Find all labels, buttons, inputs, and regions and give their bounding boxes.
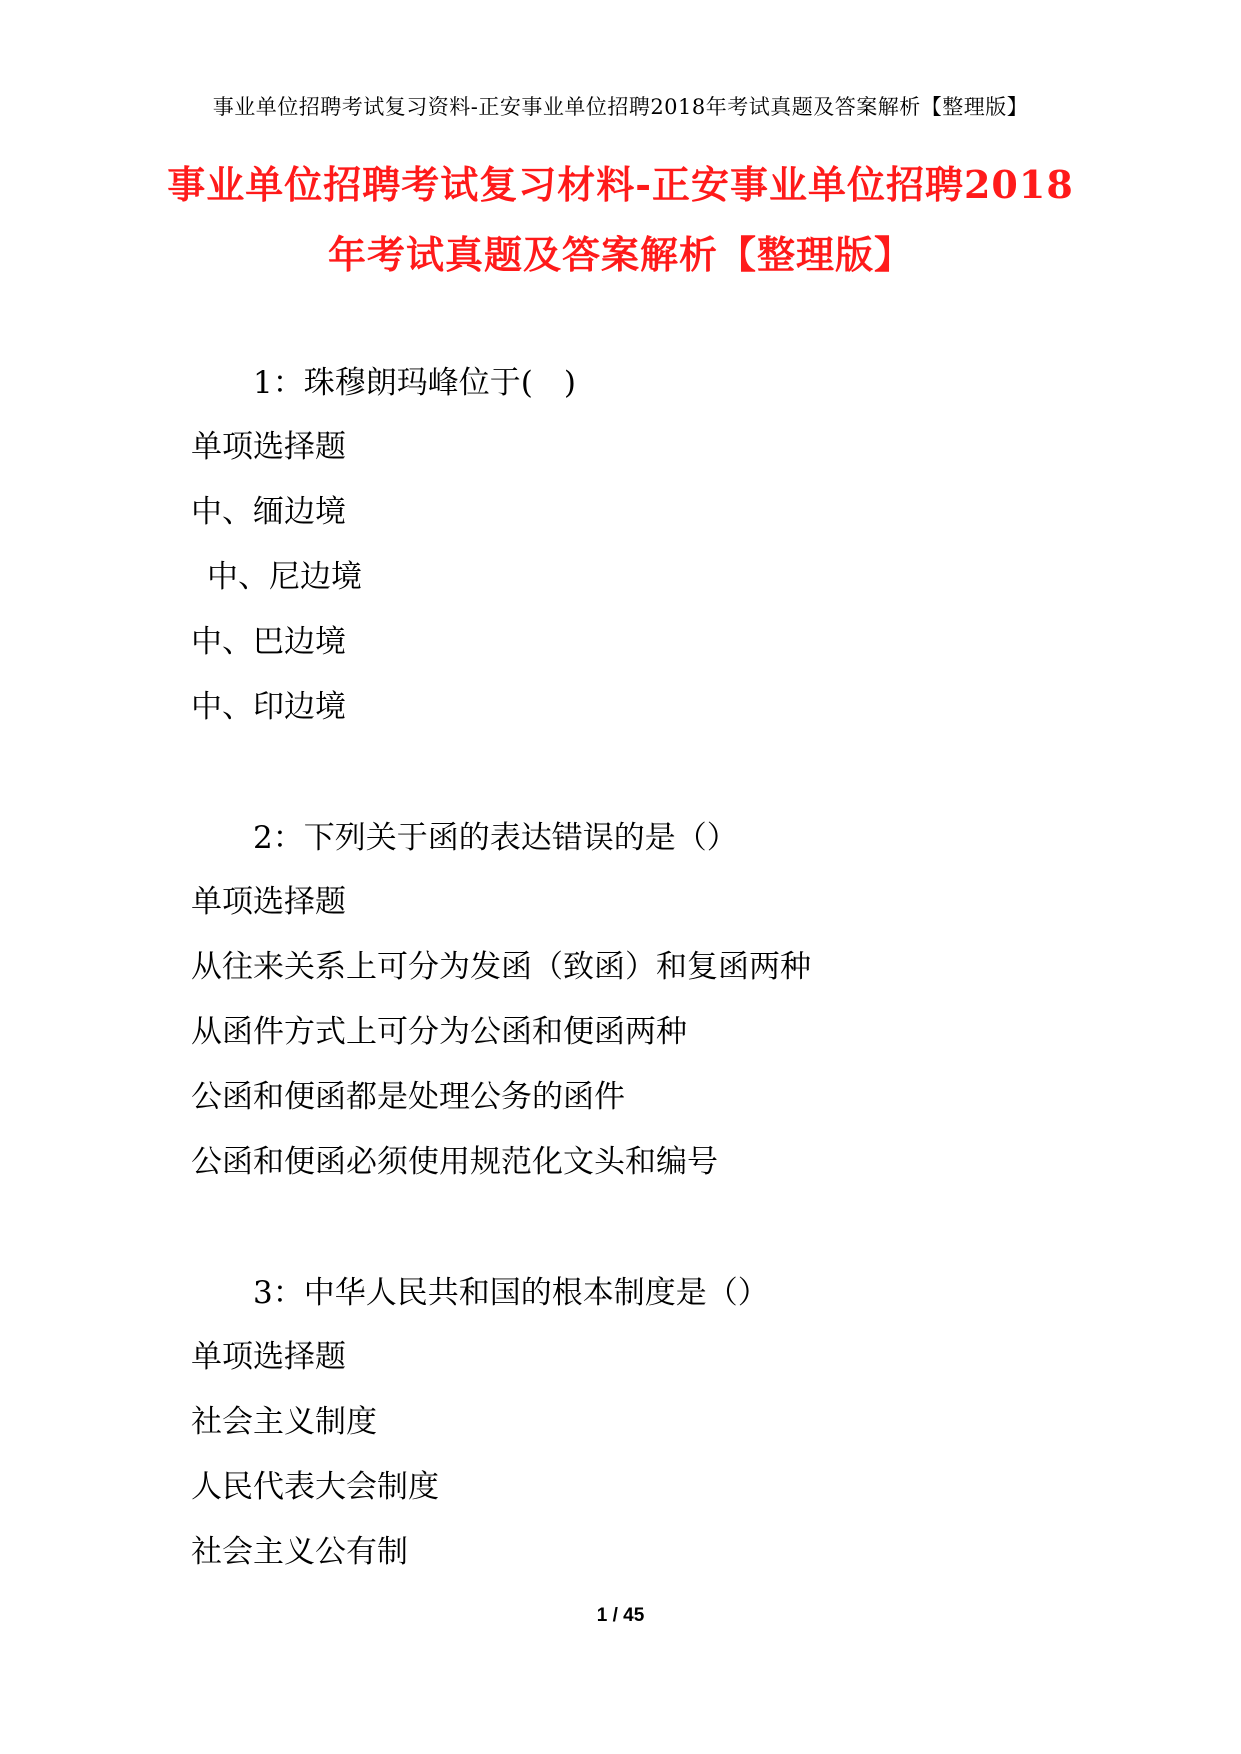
document-title-line-1: 事业单位招聘考试复习材料-正安事业单位招聘2018 [167, 162, 1074, 207]
question-1-type: 单项选择题 [191, 429, 346, 465]
question-2-type: 单项选择题 [191, 884, 346, 920]
question-1-option-1: 中、缅边境 [191, 494, 346, 530]
question-3-option-3: 社会主义公有制 [191, 1534, 408, 1570]
page-number: 1 / 45 [596, 1605, 645, 1626]
question-2-option-4: 公函和便函必须使用规范化文头和编号 [191, 1144, 718, 1180]
question-3-option-1: 社会主义制度 [191, 1404, 377, 1440]
document-title-line-2: 年考试真题及答案解析【整理版】 [327, 232, 913, 277]
question-1-stem: 1：珠穆朗玛峰位于( ) [253, 365, 576, 401]
question-3-option-2: 人民代表大会制度 [191, 1469, 439, 1505]
question-2-option-3: 公函和便函都是处理公务的函件 [191, 1079, 625, 1115]
question-3-stem: 3：中华人民共和国的根本制度是（） [253, 1275, 769, 1311]
question-2-stem: 2：下列关于函的表达错误的是（） [253, 820, 738, 856]
question-1-option-3: 中、巴边境 [191, 624, 346, 660]
question-2-option-2: 从函件方式上可分为公函和便函两种 [191, 1014, 687, 1050]
question-2-option-1: 从往来关系上可分为发函（致函）和复函两种 [191, 949, 811, 985]
running-header: 事业单位招聘考试复习资料-正安事业单位招聘2018年考试真题及答案解析【整理版】 [212, 95, 1029, 119]
question-1-option-4: 中、印边境 [191, 689, 346, 725]
question-1-option-2: 中、尼边境 [207, 559, 362, 595]
question-3-type: 单项选择题 [191, 1339, 346, 1375]
